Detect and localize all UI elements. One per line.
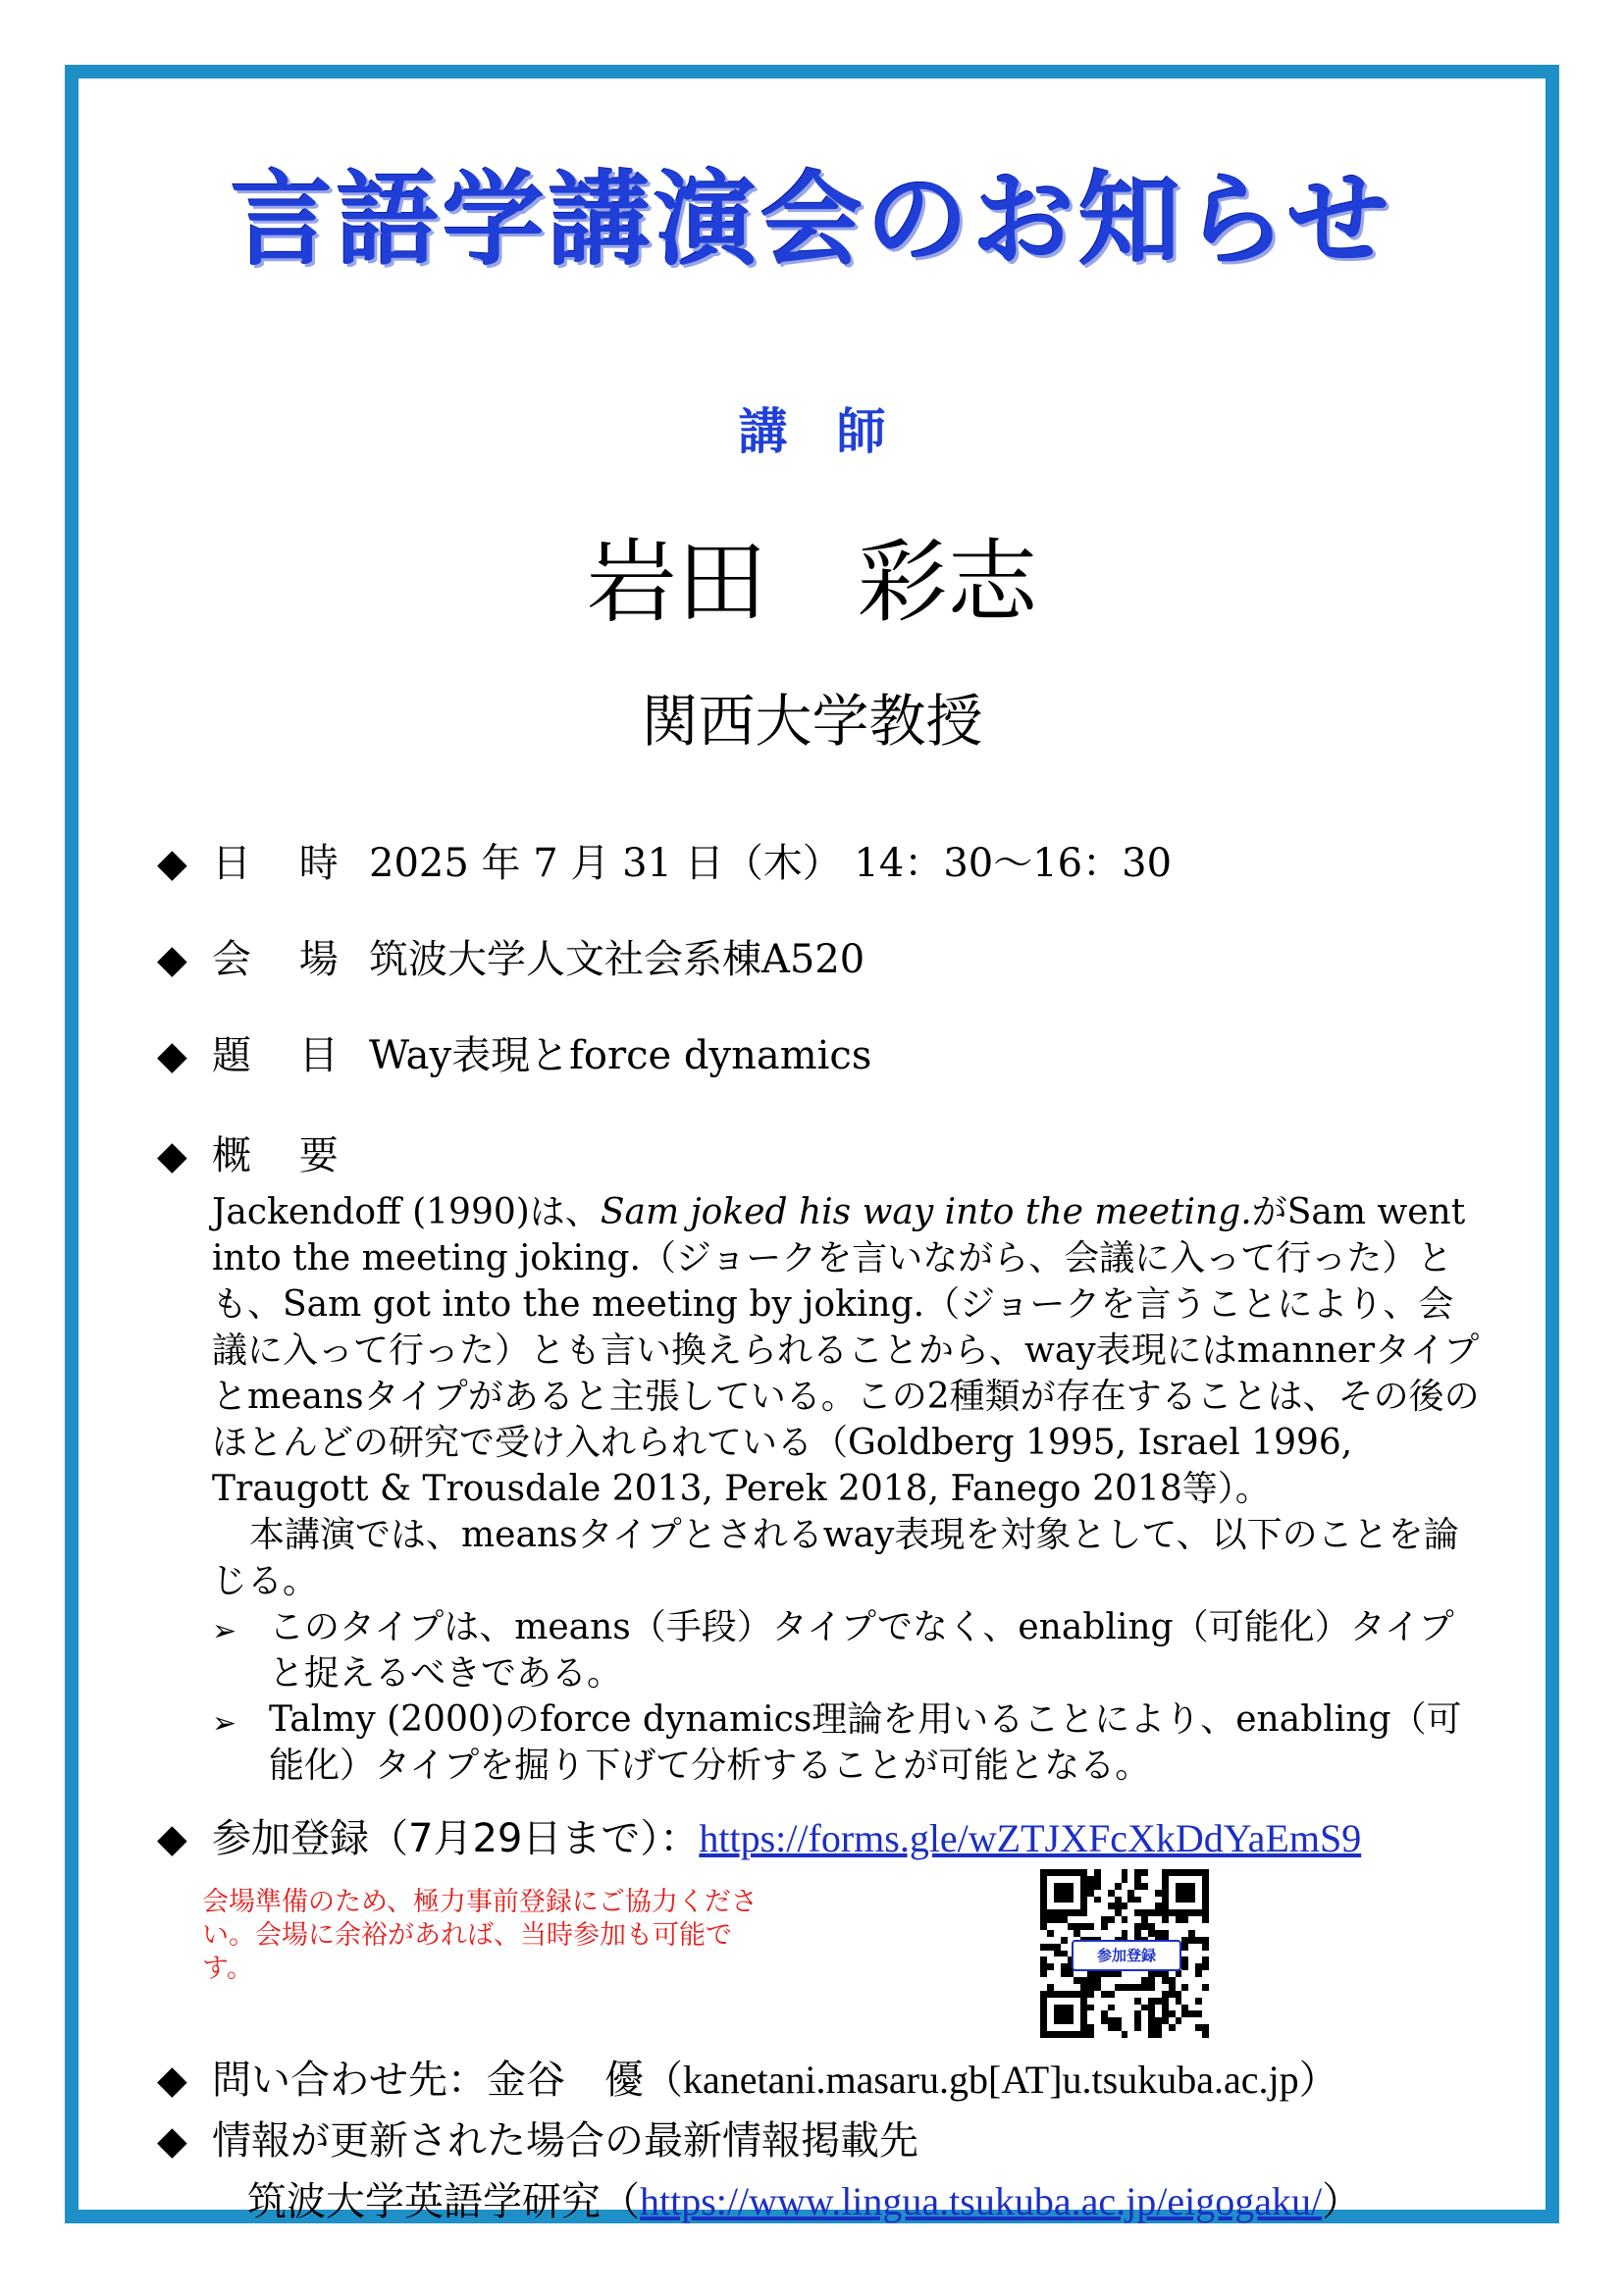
registration-note: 会場準備のため、極力事前登録にご協力ください。会場に余裕があれば、当時参加も可能です。 — [202, 1887, 758, 1984]
abstract-bullet: ➢ このタイプは、means（手段）タイプでなく、enabling（可能化）タイプと捉えるべきである。 — [212, 1604, 1488, 1696]
date-value: 2025 年 7 月 31 日（木） 14：30～16：30 — [369, 841, 1173, 886]
lecturer-label: 講 師 — [738, 403, 886, 460]
diamond-bullet-icon: ◆ — [157, 841, 187, 886]
diamond-bullet-icon: ◆ — [157, 2058, 187, 2103]
abstract-heading-row — [157, 1124, 369, 1180]
venue-row — [157, 928, 864, 984]
page-title: 言語学講演会のお知らせ — [231, 160, 1393, 280]
contact-row — [157, 2049, 1338, 2105]
venue-value: 筑波大学人文社会系棟A520 — [369, 937, 865, 982]
diamond-bullet-icon: ◆ — [157, 1033, 187, 1078]
abstract-bullet: ➢ Talmy (2000)のforce dynamics理論を用いることにより、enabling（可能化）タイプを掘り下げて分析することが可能となる。 — [212, 1696, 1488, 1789]
abstract-paragraph-1: Jackendoff (1990)は、Sam joked his way into the meeting.がSam went into the meeting joking.（ジョークを言いながら、会議に入って行った）とも、Sam got into the meeting by joking.（ジョークを言うことにより、会議に入って行った）とも言い換えられることから、way表現にはmannerタイプとmeansタイプがあると主張している。この2種類が存在することは、その後のほとんどの研究で受け入れられている（Goldberg 1995, Israel 1996, Traugott & Trousdale 2013, Perek 2018, Fanego 2018等）。 — [212, 1192, 1480, 1509]
qr-label: 参加登録 — [1072, 1940, 1181, 1971]
topic-row — [157, 1024, 871, 1080]
abstract-paragraph-2: 本講演では、meansタイプとされるway表現を対象として、以下のことを論じる。 — [212, 1515, 1459, 1601]
topic-label: 題 目 — [212, 1033, 356, 1078]
venue-label: 会 場 — [212, 937, 356, 982]
update-info-row — [157, 2110, 918, 2165]
abstract-body — [212, 1189, 1488, 1789]
date-label: 日 時 — [212, 841, 356, 886]
update-info-label: 情報が更新された場合の最新情報掲載先 — [212, 2118, 918, 2164]
example-sentence: Sam joked his way into the meeting. — [600, 1192, 1252, 1232]
contact-email: （kanetani.masaru.gb[AT]u.tsukuba.ac.jp） — [644, 2058, 1338, 2102]
arrow-bullet-icon: ➢ — [212, 1706, 237, 1741]
update-site-link[interactable]: https://www.lingua.tsukuba.ac.jp/eigogaku/ — [640, 2179, 1323, 2223]
registration-row — [157, 1807, 1361, 1863]
arrow-bullet-icon: ➢ — [212, 1614, 237, 1648]
registration-link[interactable]: https://forms.gle/wZTJXFcXkDdYaEmS9 — [699, 1816, 1362, 1860]
diamond-bullet-icon: ◆ — [157, 1133, 187, 1178]
update-site-row: 筑波大学英語学研究（https://www.lingua.tsukuba.ac.jp/eigogaku/） — [247, 2179, 1362, 2224]
contact-label: 問い合わせ先：金谷 優 — [212, 2058, 644, 2103]
diamond-bullet-icon: ◆ — [157, 1816, 187, 1861]
registration-label: 参加登録（7月29日まで）： — [212, 1816, 700, 1861]
topic-value: Way表現とforce dynamics — [369, 1033, 872, 1078]
date-row — [157, 832, 1172, 888]
diamond-bullet-icon: ◆ — [157, 2118, 187, 2164]
speaker-affiliation: 関西大学教授 — [641, 688, 983, 755]
diamond-bullet-icon: ◆ — [157, 937, 187, 982]
speaker-name: 岩田 彩志 — [586, 530, 1038, 635]
update-site-name: 筑波大学英語学研究（ — [247, 2179, 640, 2224]
abstract-label: 概 要 — [212, 1133, 356, 1178]
